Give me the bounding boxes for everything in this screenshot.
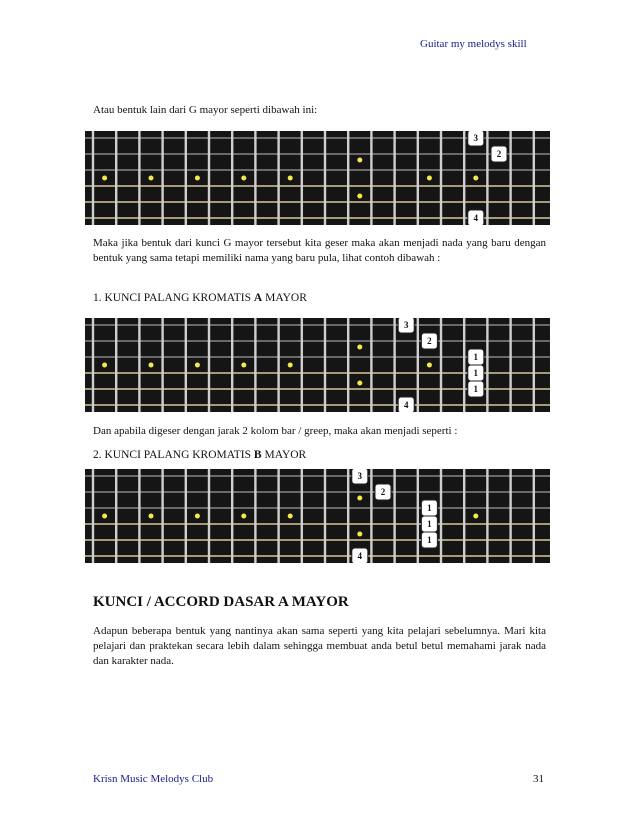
page-number: 31 [533,773,544,785]
fret-wire [254,131,256,225]
fret-wire [161,469,163,563]
heading-b-note: B [253,449,262,461]
fret-wire [324,318,326,412]
fret-inlay-dot [473,176,478,181]
paragraph-2: Dan apabila digeser dengan jarak 2 kolom bar / greep, maka akan menjadi seperti : [93,425,458,437]
fret-wire [208,318,210,412]
fret-wire [185,469,187,563]
fret-inlay-dot [473,514,478,519]
heading-b-major [93,449,306,461]
fret-wire [92,318,94,412]
paragraph-1: Maka jika bentuk dari kunci G mayor tersebut kita geser maka akan menjadi nada yang baru dengan bentuk yang sama tetapi memiliki nama yang baru pula, lihat contoh dibawah : [93,237,546,264]
fret-wire [509,469,511,563]
fret-wire [440,131,442,225]
fret-wire [185,131,187,225]
heading-a-note: A [253,292,263,304]
fret-inlay-dot [357,194,362,199]
finger-number: 1 [473,368,479,379]
fret-inlay-dot [427,176,432,181]
fret-wire [231,318,233,412]
section-title: KUNCI / ACCORD DASAR A MAYOR [93,594,349,610]
fret-wire [463,318,465,412]
fret-inlay-dot [357,496,362,501]
fret-wire [440,318,442,412]
finger-number: 3 [403,320,409,331]
fret-wire [509,131,511,225]
fret-inlay-dot [149,363,154,368]
finger-number: 2 [380,487,386,498]
fret-inlay-dot [357,158,362,163]
fret-wire [463,469,465,563]
fret-wire [138,131,140,225]
fret-wire [533,469,535,563]
fret-wire [533,131,535,225]
fret-wire [277,469,279,563]
fret-wire [370,469,372,563]
fret-wire [486,318,488,412]
fret-inlay-dot [195,363,200,368]
finger-number: 2 [427,336,432,347]
footer-club-name: Krisn Music Melodys Club [93,773,214,785]
finger-number: 4 [357,551,363,562]
fret-inlay-dot [195,514,200,519]
heading-b-suffix: MAYOR [261,449,307,461]
fret-wire [417,318,419,412]
fret-wire [347,131,349,225]
fret-wire [486,469,488,563]
fret-wire [393,318,395,412]
heading-b-prefix: 2. KUNCI PALANG KROMATIS [93,449,254,461]
fret-inlay-dot [102,514,107,519]
fret-wire [417,469,419,563]
fret-inlay-dot [357,345,362,350]
fret-wire [301,469,303,563]
fret-wire [370,131,372,225]
fretboard-g-major [85,131,550,225]
fret-inlay-dot [357,381,362,386]
fret-wire [208,469,210,563]
fret-inlay-dot [102,363,107,368]
fret-wire [115,131,117,225]
fret-inlay-dot [357,532,362,537]
heading-a-prefix: 1. KUNCI PALANG KROMATIS [93,292,254,304]
fret-wire [324,469,326,563]
fret-wire [463,131,465,225]
fret-wire [301,131,303,225]
fret-inlay-dot [149,176,154,181]
fretboard-b-major [85,469,550,563]
page-header: Guitar my melodys skill [420,38,527,50]
finger-number: 2 [496,149,502,160]
fret-inlay-dot [288,514,293,519]
fret-inlay-dot [427,363,432,368]
finger-number: 4 [403,400,409,411]
fret-wire [324,131,326,225]
fret-wire [231,469,233,563]
finger-number: 3 [473,133,479,144]
fret-wire [277,131,279,225]
finger-number: 1 [473,352,479,363]
fretboard-background [85,469,550,563]
fret-wire [486,131,488,225]
fret-wire [509,318,511,412]
fret-wire [138,318,140,412]
fret-wire [92,469,94,563]
fret-wire [393,131,395,225]
fret-wire [115,318,117,412]
fret-wire [254,318,256,412]
paragraph-3: Adapun beberapa bentuk yang nantinya akan sama seperti yang kita pelajari sebelumnya. Mari kita pelajari dan praktekan secara lebih dalam sehingga membuat anda betul betul memahami jarak nada dan karakter nada. [93,625,546,667]
fret-inlay-dot [241,176,246,181]
fret-wire [208,131,210,225]
fret-wire [370,318,372,412]
fret-wire [277,318,279,412]
finger-number: 1 [473,384,479,395]
finger-number: 1 [427,519,432,530]
finger-number: 3 [357,471,363,482]
fret-wire [347,469,349,563]
finger-number: 4 [473,213,479,224]
finger-number: 1 [427,503,432,514]
fret-wire [254,469,256,563]
fret-inlay-dot [288,363,293,368]
fret-wire [440,469,442,563]
fret-wire [92,131,94,225]
fret-wire [231,131,233,225]
fret-wire [185,318,187,412]
heading-a-major [93,292,307,304]
finger-number: 1 [427,535,432,546]
fret-wire [161,318,163,412]
intro-text: Atau bentuk lain dari G mayor seperti dibawah ini: [93,104,318,116]
fret-wire [301,318,303,412]
fret-wire [347,318,349,412]
fret-wire [393,469,395,563]
fret-wire [417,131,419,225]
fret-wire [138,469,140,563]
fret-inlay-dot [149,514,154,519]
fret-inlay-dot [241,514,246,519]
heading-a-suffix: MAYOR [262,292,307,304]
fret-wire [161,131,163,225]
fretboard-a-major [85,318,550,412]
fret-wire [115,469,117,563]
fret-inlay-dot [288,176,293,181]
fret-inlay-dot [241,363,246,368]
fret-wire [533,318,535,412]
fret-inlay-dot [102,176,107,181]
fret-inlay-dot [195,176,200,181]
